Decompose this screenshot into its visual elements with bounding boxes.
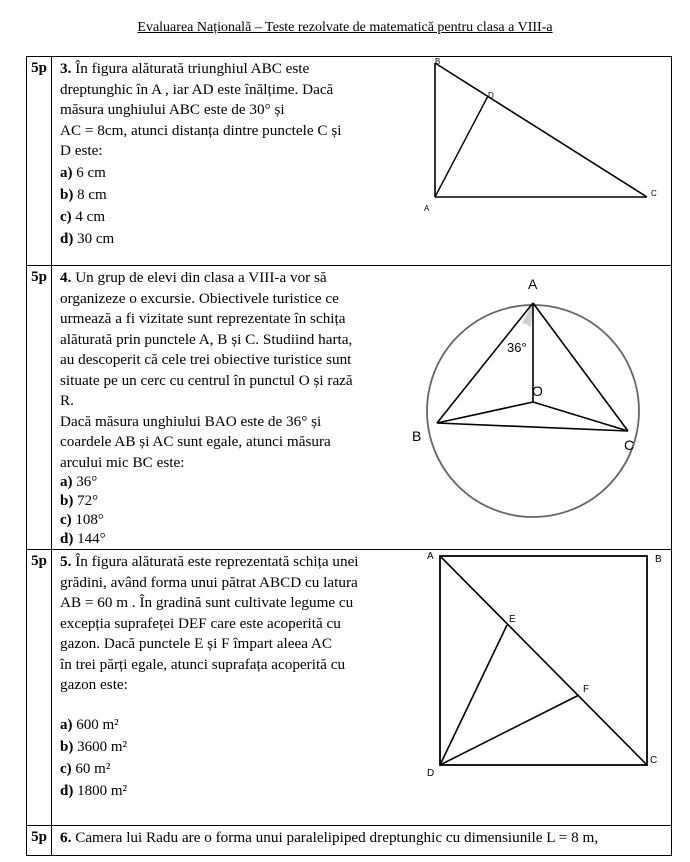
- points-cell: 5p: [27, 266, 52, 550]
- square-figure: [397, 550, 690, 822]
- problem-line: D este:: [60, 142, 103, 159]
- points-cell: 5p: [27, 826, 52, 856]
- problem-row-4: [27, 266, 672, 550]
- problem-line: alăturată prin punctele A, B și C. Studiind harta,: [60, 330, 353, 348]
- problem-text: [60, 268, 375, 549]
- option-c: c) 60 m²: [60, 760, 111, 777]
- problem-row-6: [27, 826, 672, 856]
- label-c: C: [624, 437, 635, 453]
- problem-text: [60, 828, 670, 848]
- option-d: d) 30 cm: [60, 230, 115, 247]
- problem-text: [60, 59, 375, 250]
- problem-line: gazon este:: [60, 676, 128, 693]
- label-e: E: [509, 614, 516, 625]
- problem-number: 5.: [60, 553, 72, 570]
- problem-line: AC = 8cm, atunci distanța dintre punctele C și: [60, 121, 342, 139]
- option-b: b) 3600 m²: [60, 738, 128, 755]
- label-o: O: [532, 383, 543, 399]
- problem-line: gazon. Dacă punctele E și F împart aleea AC: [60, 635, 333, 652]
- problem-line: În figura alăturată este reprezentată schița unei: [75, 553, 359, 570]
- problem-line: coardele AB și AC sunt egale, atunci măsura: [60, 433, 331, 450]
- option-b: b) 72°: [60, 493, 99, 509]
- problem-cell: [52, 266, 672, 550]
- problem-line: AB = 60 m . În gradină sunt cultivate legume cu: [60, 594, 354, 611]
- problem-row-5: [27, 550, 672, 826]
- label-b: B: [412, 428, 422, 444]
- angle-label: 36°: [507, 340, 527, 355]
- option-d: d) 144°: [60, 531, 106, 547]
- option-c: c) 4 cm: [60, 208, 105, 225]
- problem-line: excepția suprafeței DEF care este acoperită cu: [60, 614, 341, 632]
- label-b: B: [435, 57, 441, 66]
- circle-figure: [397, 266, 690, 548]
- label-d: D: [427, 768, 435, 779]
- points-cell: 5p: [27, 550, 52, 826]
- option-a: a) 600 m²: [60, 716, 119, 733]
- option-c: c) 108°: [60, 512, 104, 528]
- problem-line: organizeze o excursie. Obiectivele turistice ce: [60, 289, 339, 307]
- problem-row-3: [27, 57, 672, 266]
- triangle-figure: [402, 57, 690, 262]
- option-a: a) 6 cm: [60, 164, 106, 181]
- problem-line: arcului mic BC este:: [60, 453, 185, 471]
- problems-table: [26, 56, 672, 856]
- problem-line: În figura alăturată triunghiul ABC este: [75, 60, 310, 77]
- problem-cell: [52, 550, 672, 826]
- problem-line: grădini, având forma unui pătrat ABCD cu latura: [60, 573, 358, 591]
- label-b: B: [655, 554, 662, 565]
- problem-line: au descoperit că cele trei obiective turistice sunt: [60, 351, 352, 368]
- label-c: C: [651, 189, 657, 198]
- problem-line: Dacă măsura unghiului BAO este de 36° și: [60, 412, 322, 430]
- option-b: b) 8 cm: [60, 186, 107, 203]
- problem-line: dreptunghic în A , iar AD este înălțime. Dacă: [60, 80, 334, 98]
- problem-line: Un grup de elevi din clasa a VIII-a vor să: [75, 269, 327, 286]
- points-cell: 5p: [27, 57, 52, 266]
- label-d: D: [488, 91, 494, 100]
- problem-cell: [52, 826, 672, 856]
- problem-cell: [52, 57, 672, 266]
- label-a: A: [427, 551, 434, 562]
- option-a: a) 36°: [60, 474, 98, 490]
- problem-line: măsura unghiului ABC este de 30° și: [60, 101, 285, 118]
- problem-line: situate pe un cerc cu centrul în punctul O și rază: [60, 371, 353, 389]
- problem-line: Camera lui Radu are o forma unui paralelipiped dreptunghic cu dimensiunile L = 8 m,: [75, 829, 599, 846]
- page-header: Evaluarea Națională – Teste rezolvate de matematică pentru clasa a VIII-a: [137, 20, 553, 35]
- problem-line: R.: [60, 392, 74, 409]
- label-f: F: [583, 684, 590, 695]
- label-a: A: [528, 276, 538, 292]
- problem-line: în trei părți egale, atunci suprafața acoperită cu: [60, 655, 346, 673]
- problem-text: [60, 552, 375, 802]
- problem-number: 3.: [60, 60, 72, 77]
- problem-number: 4.: [60, 269, 72, 286]
- label-c: C: [650, 755, 658, 766]
- problem-line: urmează a fi vizitate sunt reprezentate în schița: [60, 310, 346, 327]
- option-d: d) 1800 m²: [60, 782, 128, 799]
- label-a: A: [424, 204, 430, 213]
- problem-number: 6.: [60, 829, 72, 846]
